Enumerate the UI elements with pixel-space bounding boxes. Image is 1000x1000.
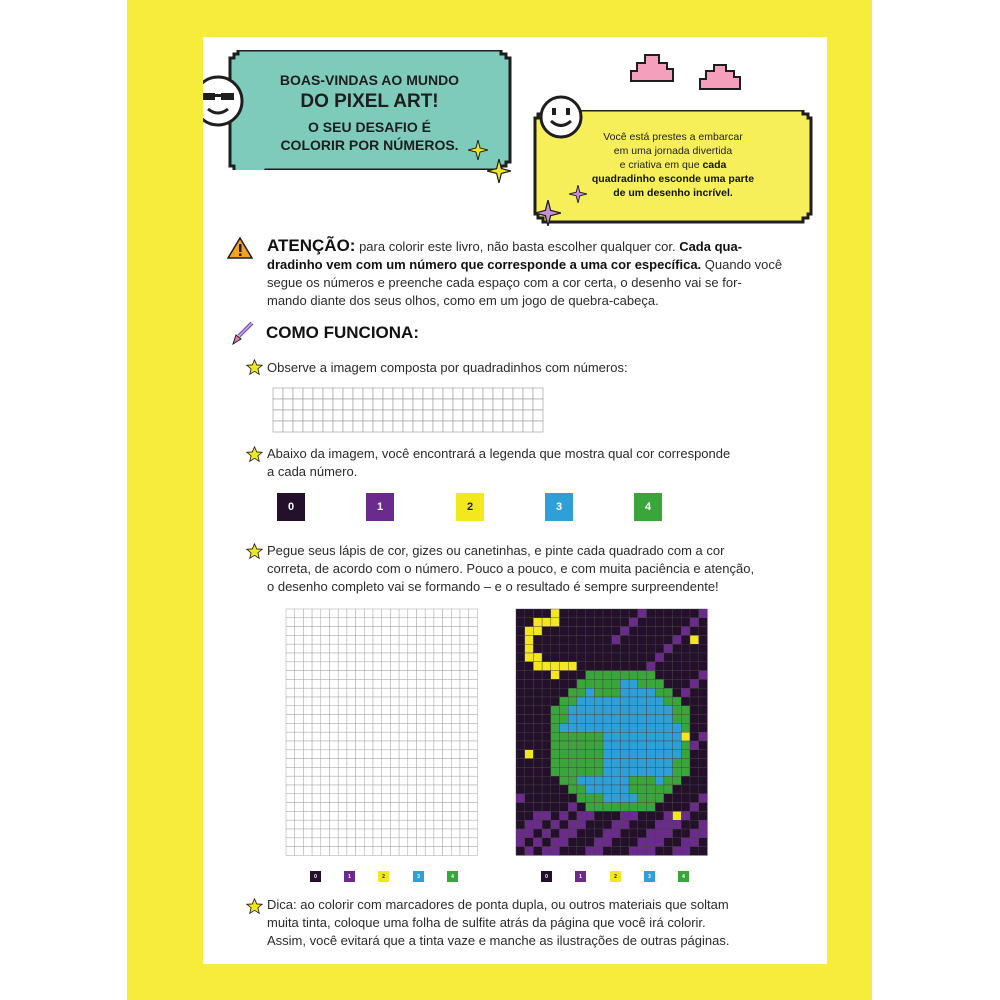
attention-label: ATENÇÃO: xyxy=(267,236,356,255)
star-icon xyxy=(246,898,263,915)
step-3-line-3: o desenho completo vai se formando – e o resultado é sempre surpreendente! xyxy=(267,579,719,594)
welcome-line-4: COLORIR POR NÚMEROS. xyxy=(280,137,459,153)
mini-swatch-3: 3 xyxy=(644,871,655,882)
mini-swatch-1: 1 xyxy=(575,871,586,882)
star-icon xyxy=(246,543,263,560)
cloud-icon xyxy=(696,63,744,91)
numbered-grid-sample xyxy=(272,387,544,437)
step-3-line-2: correta, de acordo com o número. Pouco a pouco, e com muita paciência e atenção, xyxy=(267,561,755,576)
mini-swatch-4: 4 xyxy=(678,871,689,882)
mini-swatch-0: 0 xyxy=(541,871,552,882)
intro-line-3b: cada xyxy=(702,159,727,171)
welcome-line-1: BOAS-VINDAS AO MUNDO xyxy=(279,72,460,88)
activity-page xyxy=(203,37,827,964)
welcome-line-3: O SEU DESAFIO É xyxy=(308,119,431,135)
mini-swatch-4: 4 xyxy=(447,871,458,882)
how-it-works-heading: COMO FUNCIONA: xyxy=(266,323,419,342)
legend-swatch-4: 4 xyxy=(634,493,662,521)
tip-text xyxy=(267,896,729,950)
legend-swatch-0: 0 xyxy=(277,493,305,521)
welcome-line-2: DO PIXEL ART! xyxy=(300,91,439,112)
step-3-line-1: Pegue seus lápis de cor, gizes ou canetinhas, e pinte cada quadrado com a cor xyxy=(267,543,725,558)
attention-text-4: Quando você xyxy=(701,257,783,272)
smiley-icon xyxy=(538,94,584,140)
step-2-line-1: Abaixo da imagem, você encontrará a legenda que mostra qual cor corresponde xyxy=(267,446,731,461)
star-icon xyxy=(246,359,263,376)
tip-line-3: Assim, você evitará que a tinta vaze e manche as ilustrações de outras páginas. xyxy=(267,933,730,948)
legend-swatch-1: 1 xyxy=(366,493,394,521)
paintbrush-icon xyxy=(230,320,256,346)
intro-line-3a: e criativa em que xyxy=(619,159,703,171)
attention-text-2: Cada qua- xyxy=(679,239,743,254)
mini-swatch-0: 0 xyxy=(310,871,321,882)
intro-line-5: de um desenho incrível. xyxy=(613,187,733,199)
step-2-text xyxy=(267,445,730,481)
mini-swatch-2: 2 xyxy=(610,871,621,882)
attention-text-1: para colorir este livro, não basta escolher qualquer cor. xyxy=(355,239,680,254)
attention-text-3: dradinho vem com um número que corresponde a uma cor específica. xyxy=(267,257,702,272)
step-2-line-2: a cada número. xyxy=(267,464,358,479)
sparkle-icon xyxy=(535,200,561,226)
legend-swatch-3: 3 xyxy=(545,493,573,521)
tip-line-1: Dica: ao colorir com marcadores de ponta dupla, ou outros materiais que soltam xyxy=(267,897,729,912)
mini-swatch-1: 1 xyxy=(344,871,355,882)
tip-line-2: muita tinta, coloque uma folha de sulfite atrás da página que você irá colorir. xyxy=(267,915,706,930)
intro-line-2: em uma jornada divertida xyxy=(613,145,733,157)
cloud-icon xyxy=(625,51,677,83)
sparkle-icon xyxy=(569,185,587,203)
mini-swatch-2: 2 xyxy=(378,871,389,882)
legend-swatch-2: 2 xyxy=(456,493,484,521)
sparkle-icon xyxy=(487,159,511,183)
star-icon xyxy=(246,446,263,463)
warning-triangle-icon xyxy=(227,237,253,259)
step-1-text: Observe a imagem composta por quadradinhos com números: xyxy=(267,360,628,375)
blank-numbered-grid xyxy=(285,608,481,858)
colored-earth-grid xyxy=(515,608,711,858)
intro-line-1: Você está prestes a embarcar xyxy=(603,131,743,143)
mini-swatch-3: 3 xyxy=(413,871,424,882)
step-3-text xyxy=(267,542,754,596)
attention-paragraph xyxy=(267,237,812,310)
attention-text-5: segue os números e preenche cada espaço com a cor certa, o desenho vai se for- xyxy=(267,275,742,290)
intro-line-4: quadradinho esconde uma parte xyxy=(591,173,755,185)
cool-smiley-icon xyxy=(203,73,246,129)
attention-text-6: mando diante dos seus olhos, como em um jogo de quebra-cabeça. xyxy=(267,293,659,308)
sparkle-icon xyxy=(468,140,488,160)
